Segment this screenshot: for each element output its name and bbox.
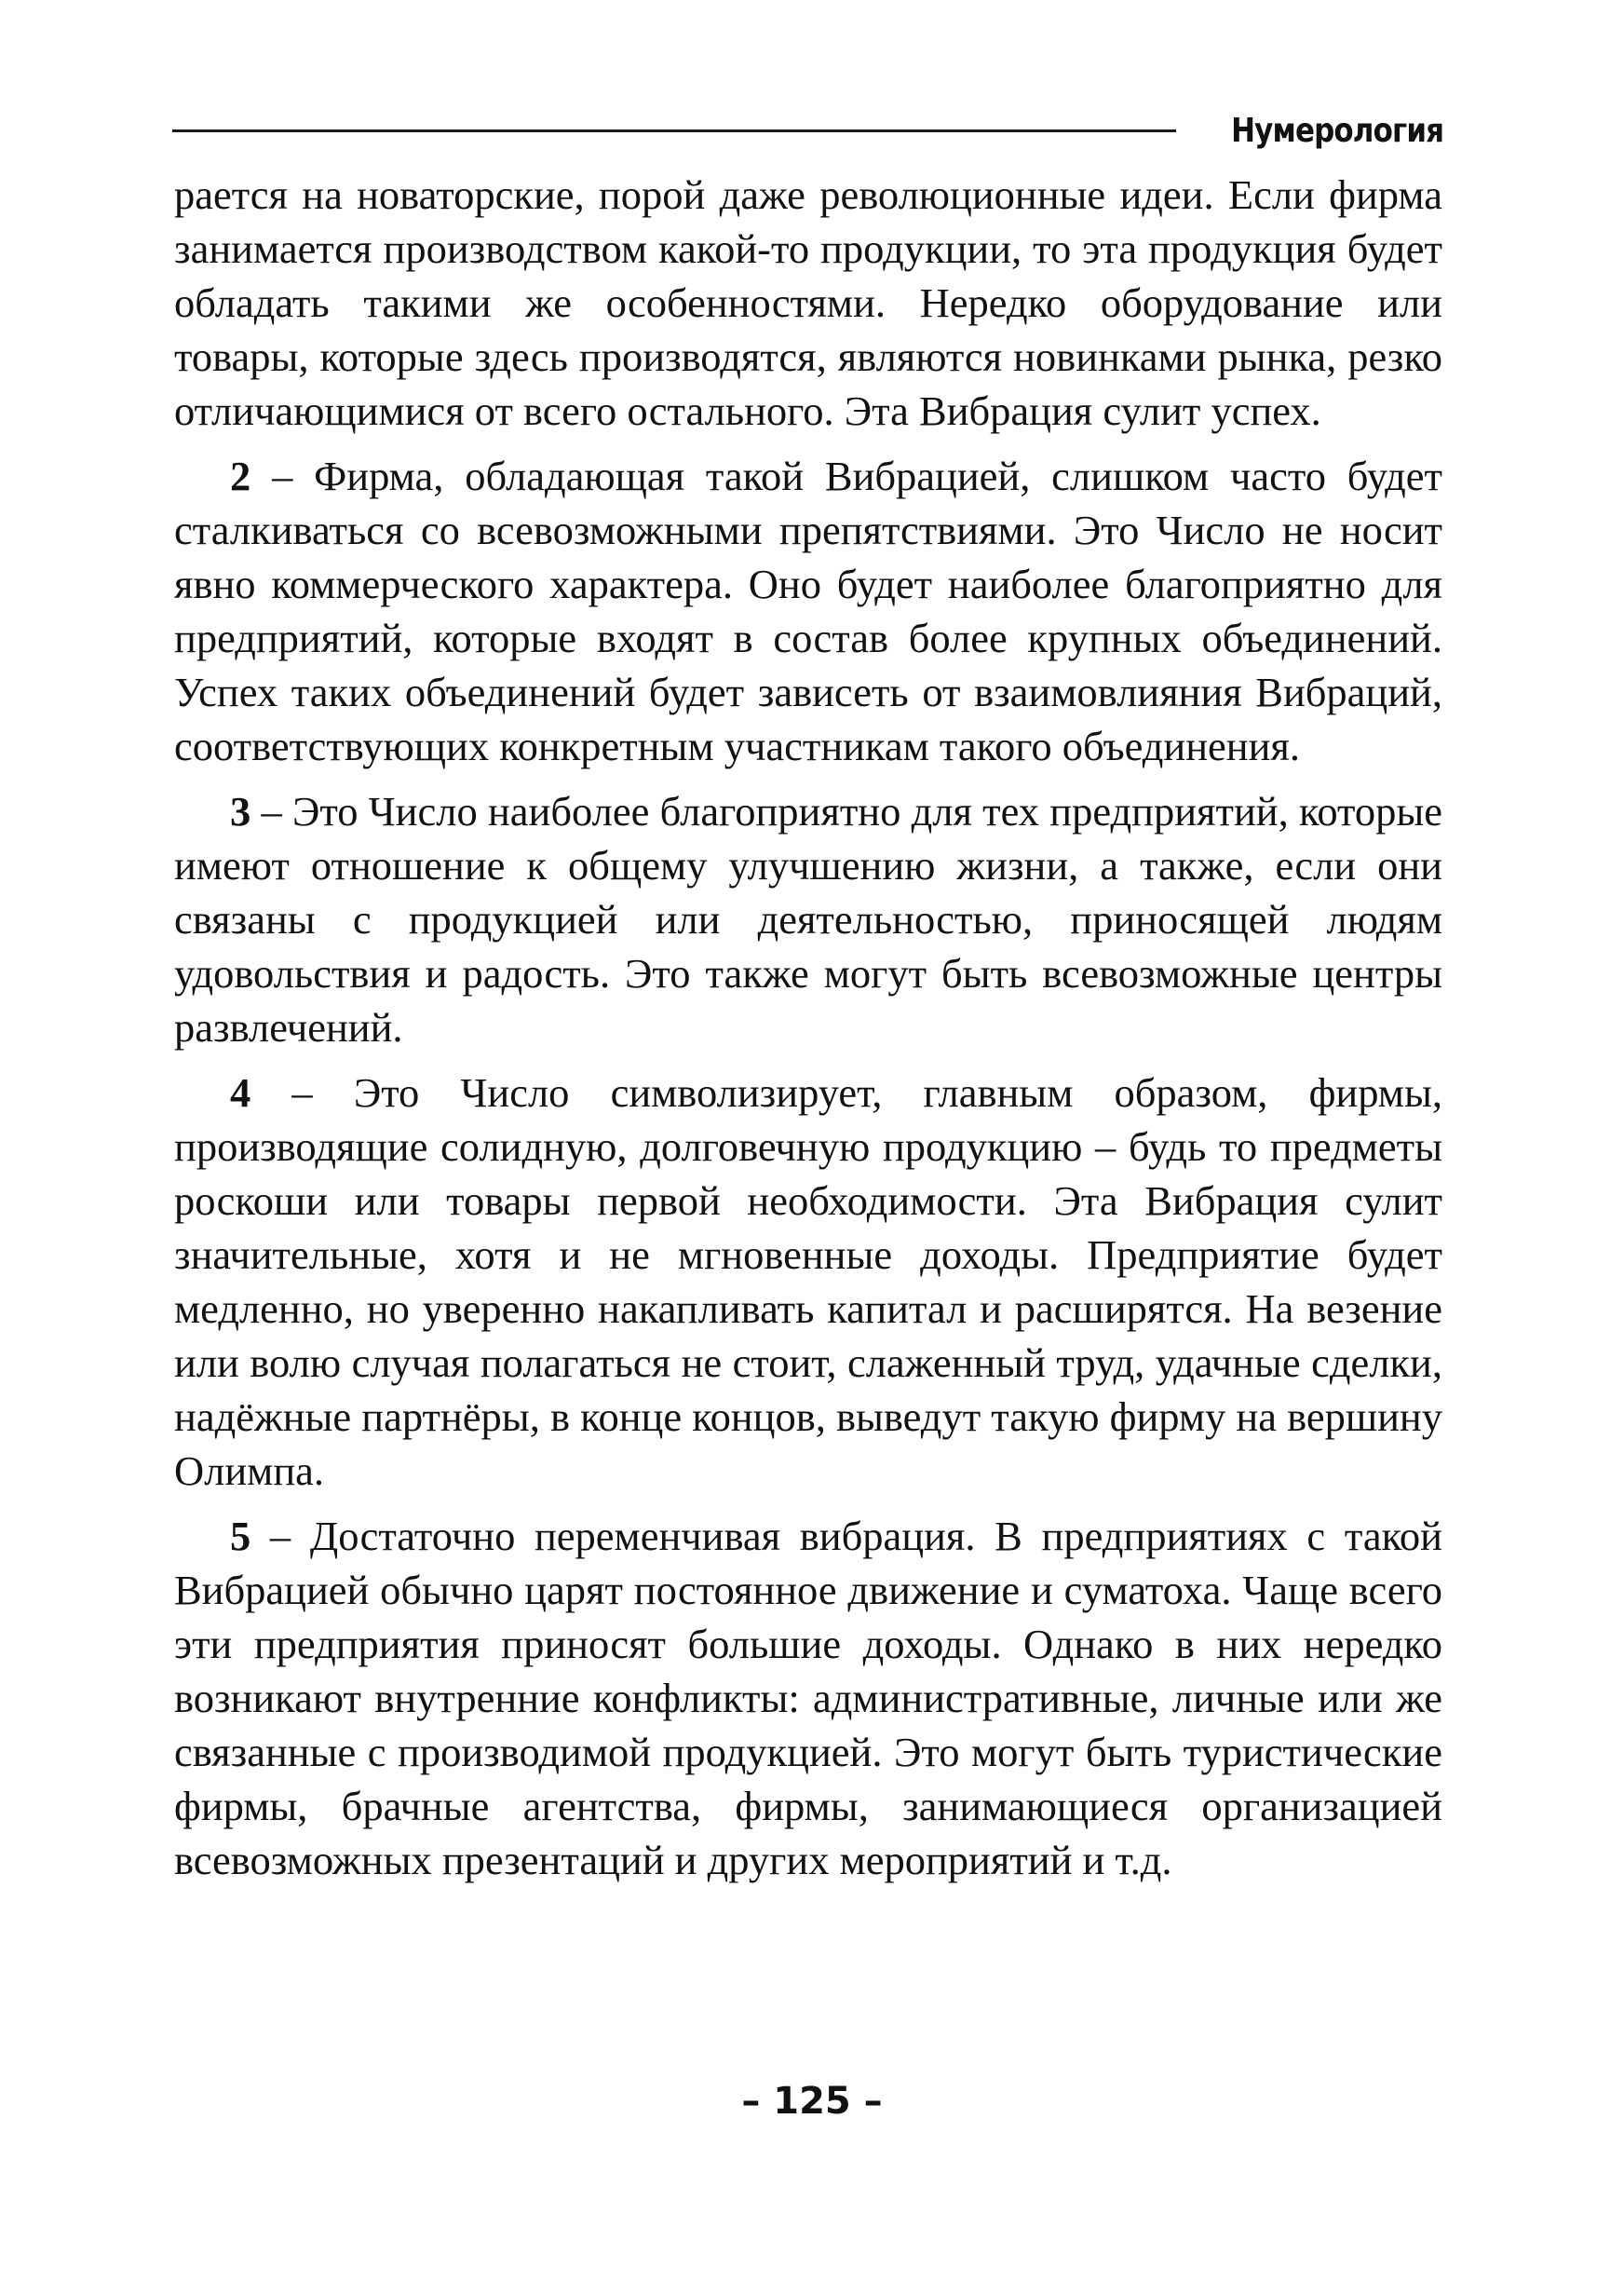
paragraph-text: – Это Число символизирует, главным образом, фирмы, производящие солидную, долговечную продукцию – будь то предметы роскоши или товары первой необходимости. Эта Вибрация сулит значительные, хотя и не мгновенные доходы. Предприятие будет медленно, но уверенно накапливать капитал и расширятся. На везение или волю случая полагаться не стоит, слаженный труд, удачные сделки, надёжные партнёры, в конце концов, выведут такую фирму на вершину Олимпа. <box>174 1069 1442 1494</box>
paragraph-number: 3 <box>230 788 251 835</box>
header-title: Нумерология <box>1230 111 1443 150</box>
paragraph-number-2 <box>174 449 1442 773</box>
paragraph-text: – Достаточно переменчивая вибрация. В предприятиях с такой Вибрацией обычно царят постоянное движение и суматоха. Чаще всего эти предприятия приносят большие доходы. Однако в них нередко возникают внутренние конфликты: административные, личные или же связанные с производимой продукцией. Это могут быть туристические фирмы, брачные агентства, фирмы, занимающиеся организацией всевозможных презентаций и других мероприятий и т.д. <box>174 1513 1442 1883</box>
paragraph-number: 2 <box>230 453 251 499</box>
header-rule <box>172 129 1176 132</box>
body-text <box>174 168 1442 1898</box>
paragraph-text: – Это Число наиболее благоприятно для тех предприятий, которые имеют отношение к общему улучшению жизни, а также, если они связаны с продукцией или деятельностью, приносящей людям удовольствия и радость. Это также могут быть всевозможные центры развлечений. <box>174 788 1442 1051</box>
paragraph-number-3 <box>174 784 1442 1054</box>
paragraph-text: рается на новаторские, порой даже революционные идеи. Если фирма занимается производством какой-то продукции, то эта продукция будет обладать такими же особенностями. Нередко оборудование или товары, которые здесь производятся, являются новинками рынка, резко отличающимися от всего остального. Эта Вибрация сулит успех. <box>174 171 1442 434</box>
paragraph-number-4 <box>174 1066 1442 1498</box>
paragraph-number: 5 <box>230 1513 251 1559</box>
paragraph-number: 4 <box>230 1069 251 1116</box>
paragraph-text: – Фирма, обладающая такой Вибрацией, слишком часто будет сталкиваться со всевозможными препятствиями. Это Число не носит явно коммерческого характера. Оно будет наиболее благоприятно для предприятий, которые входят в состав более крупных объединений. Успех таких объединений будет зависеть от взаимовлияния Вибраций, соответствующих конкретным участникам такого объединения. <box>174 453 1442 769</box>
running-header <box>172 102 1443 158</box>
page-number: – 125 – <box>741 2080 883 2123</box>
paragraph-number-5 <box>174 1509 1442 1887</box>
paragraph-continuation <box>174 168 1442 438</box>
